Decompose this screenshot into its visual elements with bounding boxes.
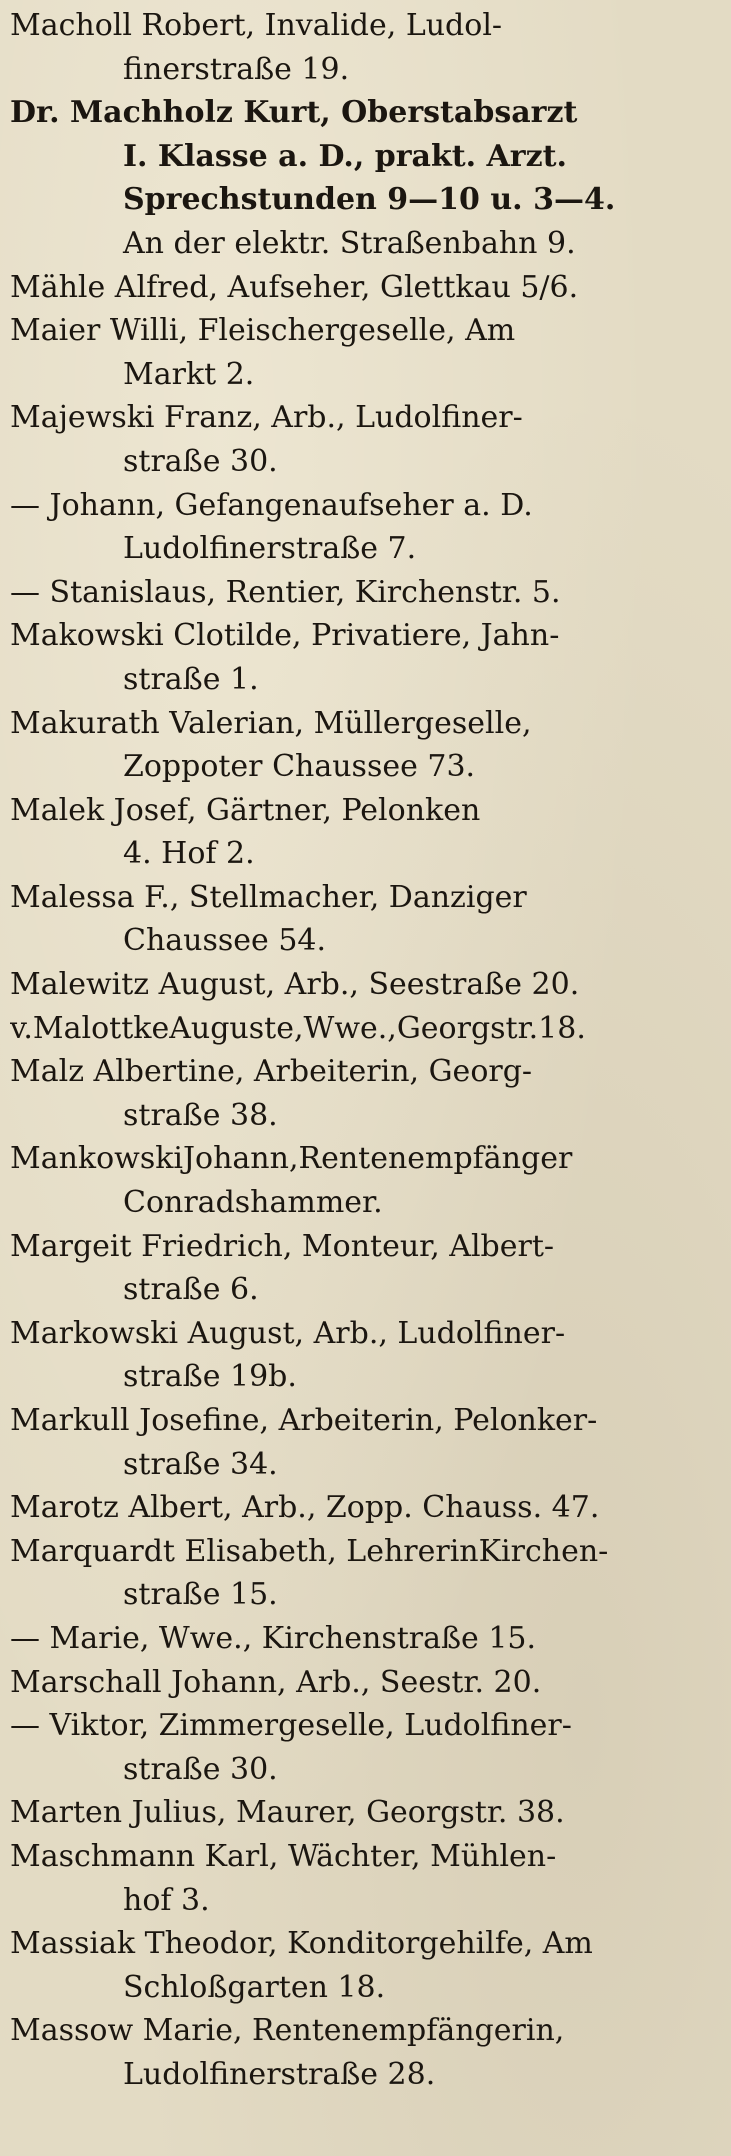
directory-line: Markull Josefine, Arbeiterin, Pelonker- (10, 1403, 598, 1438)
directory-line: Marotz Albert, Arb., Zopp. Chauss. 47. (10, 1490, 600, 1526)
directory-line: — Viktor, Zimmergeselle, Ludolfiner- (10, 1708, 572, 1744)
directory-line: straße 30. (123, 1751, 278, 1787)
directory-line: Margeit Friedrich, Monteur, Albert- (10, 1228, 555, 1264)
directory-line: Malek Josef, Gärtner, Pelonken (10, 792, 481, 828)
directory-line: Markowski August, Arb., Ludolfiner- (10, 1315, 566, 1351)
directory-column (10, 4, 722, 2097)
directory-line: — Marie, Wwe., Kirchenstraße 15. (10, 1620, 537, 1656)
directory-line: Ludolfinerstraße 28. (123, 2056, 436, 2092)
directory-line: Massow Marie, Rentenempfängerin, (10, 2013, 565, 2049)
directory-line: Malz Albertine, Arbeiterin, Georg- (10, 1054, 533, 1090)
directory-line: Markt 2. (123, 356, 255, 392)
directory-line: MankowskiJohann,Rentenempfänger (10, 1141, 573, 1177)
directory-line: straße 15. (123, 1577, 278, 1613)
directory-line: Sprechstunden 9—10 u. 3—4. (123, 182, 616, 218)
directory-line: Dr. Machholz Kurt, Oberstabsarzt (10, 95, 578, 131)
directory-line: straße 1. (123, 661, 259, 697)
directory-line: An der elektr. Straßenbahn 9. (123, 225, 576, 261)
directory-line: Schloßgarten 18. (123, 1969, 386, 2005)
directory-line: straße 38. (123, 1097, 278, 1133)
directory-line: Zoppoter Chaussee 73. (123, 749, 476, 785)
directory-line: straße 34. (123, 1446, 278, 1482)
directory-line: Macholl Robert, Invalide, Ludol- (10, 8, 503, 43)
directory-line: Marten Julius, Maurer, Georgstr. 38. (10, 1795, 565, 1831)
directory-line: — Stanislaus, Rentier, Kirchenstr. 5. (10, 574, 561, 610)
directory-line: Marquardt Elisabeth, LehrerinKirchen- (10, 1533, 609, 1569)
directory-line: hof 3. (123, 1882, 210, 1918)
directory-line: Malewitz August, Arb., Seestraße 20. (10, 967, 580, 1003)
directory-line: Majewski Franz, Arb., Ludolfiner- (10, 400, 523, 436)
directory-line: v.MalottkeAuguste,Wwe.,Georgstr.18. (10, 1010, 586, 1046)
directory-line: Malessa F., Stellmacher, Danziger (10, 879, 527, 915)
directory-line: Maier Willi, Fleischergeselle, Am (10, 313, 516, 349)
directory-line: Makurath Valerian, Müllergeselle, (10, 705, 532, 741)
directory-line: Ludolfinerstraße 7. (123, 531, 417, 567)
directory-line: I. Klasse a. D., prakt. Arzt. (123, 138, 567, 174)
directory-line: Marschall Johann, Arb., Seestr. 20. (10, 1664, 542, 1700)
directory-line: Conradshammer. (123, 1185, 383, 1221)
directory-line: Massiak Theodor, Konditorgehilfe, Am (10, 1926, 593, 1962)
directory-line: Makowski Clotilde, Privatiere, Jahn- (10, 618, 560, 654)
directory-line: straße 19b. (123, 1359, 297, 1395)
directory-line: Chaussee 54. (123, 923, 327, 959)
directory-line: finerstraße 19. (123, 51, 350, 87)
directory-line: 4. Hof 2. (123, 836, 255, 872)
directory-line: Maschmann Karl, Wächter, Mühlen- (10, 1838, 557, 1874)
directory-line: — Johann, Gefangenaufseher a. D. (10, 487, 533, 523)
directory-line: straße 30. (123, 443, 278, 479)
directory-line: straße 6. (123, 1272, 259, 1308)
directory-line: Mähle Alfred, Aufseher, Glettkau 5/6. (10, 269, 579, 305)
